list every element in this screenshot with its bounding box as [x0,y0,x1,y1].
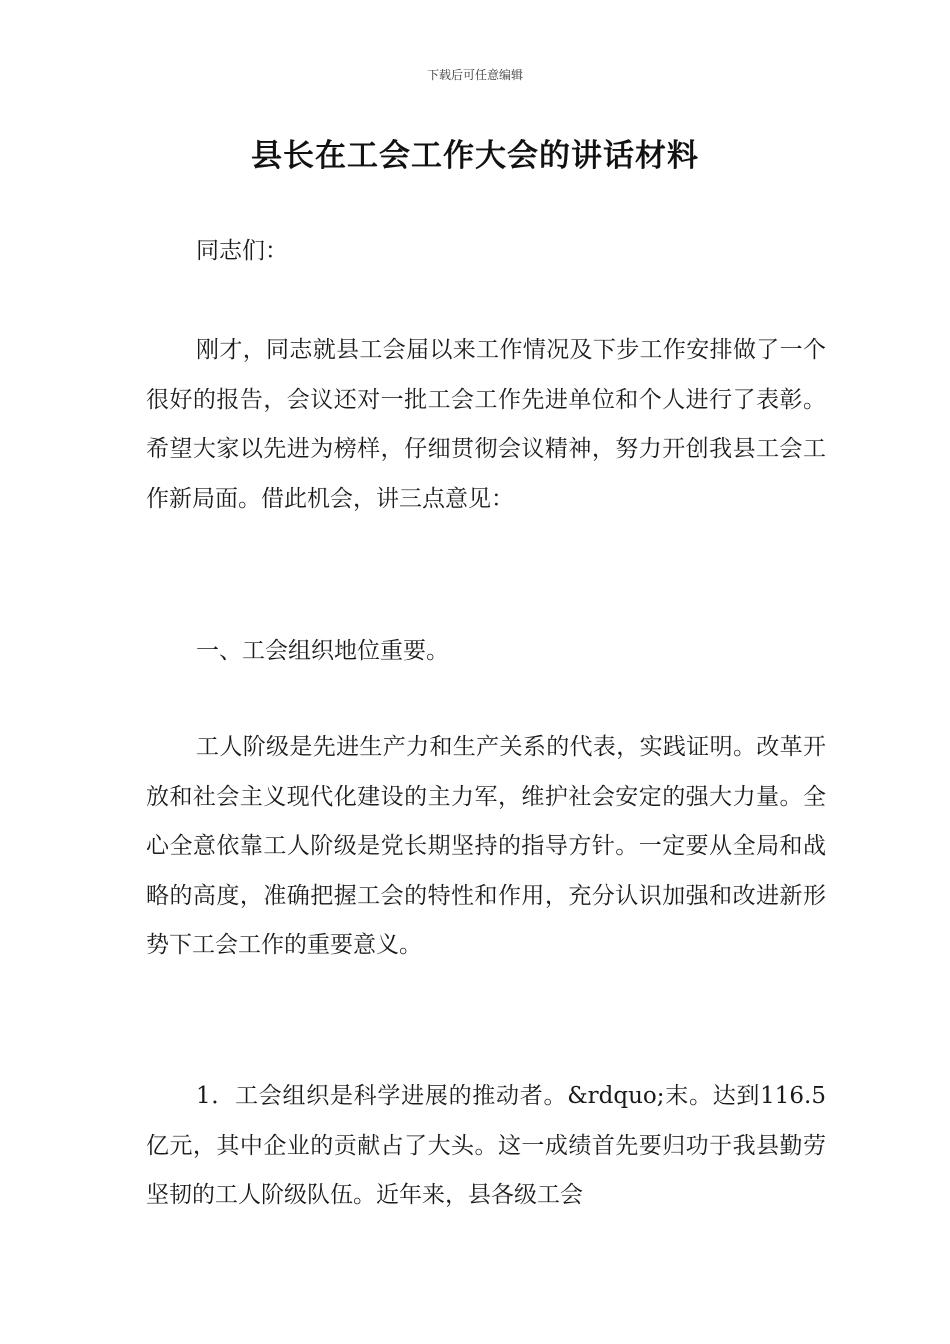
section-heading: 一、工会组织地位重要。 [196,638,449,664]
paragraph-intro: 刚才，同志就县工会届以来工作情况及下步工作安排做了一个很好的报告，会议还对一批工会工作先进单位和个人进行了表彰。希望大家以先进为榜样，仔细贯彻会议精神，努力开创我县工会工作新局面。借此机会，讲三点意见： [146,337,826,512]
salutation: 同志们： [196,238,288,264]
paragraph-point-1: 1．工会组织是科学进展的推动者。&rdquo;末。达到116.5亿元，其中企业的贡献占了大头。这一成绩首先要归功于我县勤劳坚韧的工人阶级队伍。近年来，县各级工会 [146,1083,826,1208]
document-title: 县长在工会工作大会的讲话材料 [251,138,699,174]
paragraph-working-class: 工人阶级是先进生产力和生产关系的代表，实践证明。改革开放和社会主义现代化建设的主力军，维护社会安定的强大力量。全心全意依靠工人阶级是党长期坚持的指导方针。一定要从全局和战略的高度，准确把握工会的特性和作用，充分认识加强和改进新形势下工会工作的重要意义。 [146,734,826,958]
header-note: 下载后可任意编辑 [426,68,523,82]
